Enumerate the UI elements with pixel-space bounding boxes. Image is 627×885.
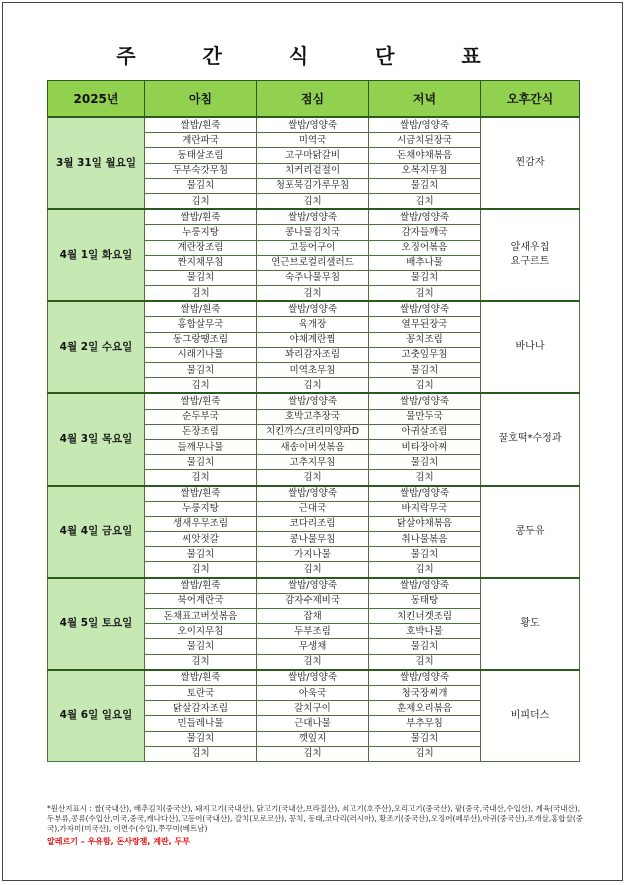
dinner-item: 돈채야채볶음: [369, 148, 481, 163]
lunch-item: 무생채: [257, 639, 369, 654]
breakfast-item: 계란장조림: [145, 240, 257, 255]
day-label: 4월 3일 목요일: [48, 393, 145, 485]
header-breakfast: 아침: [145, 81, 257, 118]
header-dinner: 저녁: [369, 81, 481, 118]
lunch-item: 육개장: [257, 317, 369, 332]
dinner-item: 김치: [369, 193, 481, 209]
breakfast-item: 토란국: [145, 685, 257, 700]
dinner-item: 물김치: [369, 363, 481, 378]
lunch-item: 숙주나물무침: [257, 270, 369, 285]
dinner-item: 물김치: [369, 639, 481, 654]
day-label: 3월 31일 월요일: [48, 117, 145, 209]
lunch-item: 아욱국: [257, 685, 369, 700]
day-label: 4월 4일 금요일: [48, 486, 145, 578]
snack-item: 알새우칩: [510, 242, 550, 254]
breakfast-item: 북어계란국: [145, 593, 257, 608]
lunch-item: 쌀밥/영양죽: [257, 209, 369, 225]
snack-cell: [481, 670, 580, 762]
lunch-item: 쌀밥/영양죽: [257, 117, 369, 133]
lunch-item: 김치: [257, 378, 369, 394]
breakfast-item: 김치: [145, 746, 257, 761]
dinner-item: 비타장아찌: [369, 439, 481, 454]
lunch-item: 꽈리감자조림: [257, 347, 369, 362]
dinner-item: 청국장찌개: [369, 685, 481, 700]
lunch-item: 고구마닭갈비: [257, 148, 369, 163]
breakfast-item: 생새우무조림: [145, 516, 257, 531]
breakfast-item: 두부숙갓무침: [145, 163, 257, 178]
breakfast-item: 순두부국: [145, 409, 257, 424]
lunch-item: 김치: [257, 654, 369, 670]
dinner-item: 닭살야채볶음: [369, 516, 481, 531]
breakfast-item: 쌀밥/흰죽: [145, 670, 257, 686]
dinner-item: 쌀밥/영양죽: [369, 393, 481, 409]
dinner-item: 쌀밥/영양죽: [369, 209, 481, 225]
breakfast-item: 짠지채무침: [145, 255, 257, 270]
lunch-item: 코다리조림: [257, 516, 369, 531]
dinner-item: 아귀살조림: [369, 424, 481, 439]
lunch-item: 미역국: [257, 133, 369, 148]
breakfast-item: 김치: [145, 193, 257, 209]
snack-cell: [481, 486, 580, 578]
snack-item: 바나나: [515, 341, 545, 353]
menu-table: [47, 80, 580, 762]
breakfast-item: 쌀밥/흰죽: [145, 301, 257, 317]
table-row: [48, 301, 580, 317]
dinner-item: 치킨너겟조림: [369, 609, 481, 624]
lunch-item: 두부조림: [257, 624, 369, 639]
dinner-item: 배추나물: [369, 255, 481, 270]
lunch-item: 고추지무침: [257, 455, 369, 470]
breakfast-item: 동그랑땡조림: [145, 332, 257, 347]
dinner-item: 물김치: [369, 547, 481, 562]
lunch-item: 김치: [257, 193, 369, 209]
dinner-item: 김치: [369, 470, 481, 486]
lunch-item: 근대나물: [257, 716, 369, 731]
breakfast-item: 쌀밥/흰죽: [145, 578, 257, 594]
header-snack: 오후간식: [481, 81, 580, 118]
table-row: [48, 578, 580, 594]
lunch-item: 쌀밥/영양죽: [257, 670, 369, 686]
lunch-item: 근대국: [257, 501, 369, 516]
breakfast-item: 쌀밥/흰죽: [145, 393, 257, 409]
breakfast-item: 김치: [145, 378, 257, 394]
day-label: 4월 6일 일요일: [48, 670, 145, 762]
dinner-item: 꽁치조림: [369, 332, 481, 347]
lunch-item: 가지나물: [257, 547, 369, 562]
snack-item: 비피더스: [510, 709, 550, 721]
table-row: [48, 209, 580, 225]
page-title: 주 간 식 단 표: [116, 44, 511, 68]
dinner-item: 물김치: [369, 270, 481, 285]
dinner-item: 쌀밥/영양죽: [369, 117, 481, 133]
breakfast-item: 시래기나물: [145, 347, 257, 362]
breakfast-item: 오이지무침: [145, 624, 257, 639]
allergy-notice: 알레르기 – 우유함, 돈사랑잼, 계란, 두부: [47, 837, 190, 846]
snack-cell: [481, 301, 580, 393]
dinner-item: 김치: [369, 654, 481, 670]
breakfast-item: 누룽지탕: [145, 225, 257, 240]
snack-cell: [481, 117, 580, 209]
dinner-item: 쌀밥/영양죽: [369, 301, 481, 317]
lunch-item: 콩나물무침: [257, 532, 369, 547]
dinner-item: 물김치: [369, 731, 481, 746]
snack-item: 황도: [520, 617, 540, 629]
breakfast-item: 물김치: [145, 270, 257, 285]
lunch-item: 콩나물김치국: [257, 225, 369, 240]
lunch-item: 쌀밥/영양죽: [257, 393, 369, 409]
breakfast-item: 김치: [145, 562, 257, 578]
lunch-item: 쌀밥/영양죽: [257, 578, 369, 594]
header-row: [48, 81, 580, 118]
lunch-item: 김치: [257, 470, 369, 486]
breakfast-item: 물김치: [145, 178, 257, 193]
dinner-item: 물김치: [369, 455, 481, 470]
dinner-item: 쌀밥/영양죽: [369, 578, 481, 594]
breakfast-item: 김치: [145, 654, 257, 670]
snack-item: 찐감자: [515, 157, 545, 169]
lunch-item: 감자수제비국: [257, 593, 369, 608]
breakfast-item: 민들레나물: [145, 716, 257, 731]
dinner-item: 호박나물: [369, 624, 481, 639]
lunch-item: 고등어구이: [257, 240, 369, 255]
header-lunch: 점심: [257, 81, 369, 118]
lunch-item: 새송이버섯볶음: [257, 439, 369, 454]
lunch-item: 갈치구이: [257, 701, 369, 716]
dinner-item: 오복지무침: [369, 163, 481, 178]
lunch-item: 잡채: [257, 609, 369, 624]
dinner-item: 취나물볶음: [369, 532, 481, 547]
table-row: [48, 486, 580, 502]
lunch-item: 치킨까스/크리미양파D: [257, 424, 369, 439]
snack-cell: [481, 393, 580, 485]
dinner-item: 김치: [369, 286, 481, 302]
breakfast-item: 동태살조림: [145, 148, 257, 163]
dinner-item: 김치: [369, 746, 481, 761]
breakfast-item: 돈채표고버섯볶음: [145, 609, 257, 624]
day-label: 4월 1일 화요일: [48, 209, 145, 301]
breakfast-item: 물김치: [145, 639, 257, 654]
header-year: 2025년: [48, 81, 145, 118]
dinner-item: 감자들깨국: [369, 225, 481, 240]
lunch-item: 호박고추장국: [257, 409, 369, 424]
table-row: [48, 393, 580, 409]
lunch-item: 김치: [257, 286, 369, 302]
dinner-item: 동태탕: [369, 593, 481, 608]
breakfast-item: 들깨무나물: [145, 439, 257, 454]
snack-item: 꿀호떡*수정과: [498, 433, 562, 445]
breakfast-item: 쌀밥/흰죽: [145, 209, 257, 225]
breakfast-item: 김치: [145, 286, 257, 302]
lunch-item: 미역초무침: [257, 363, 369, 378]
lunch-item: 김치: [257, 746, 369, 761]
origin-notes: *원산지표시 : 쌀(국내산), 배추김치(중국산), 돼지고기(국내산), 닭고기(국내산,브라질산), 쇠고기(호주산),오리고기(중국산), 팥(중국,국내산,수입산), 계육(국내산),두부류,콩류(수입산,미국,중국,캐나다산),고등어(국내산), 갈치(모로코산), 꽁치, 동태,코다리(러시아), 황조기(중국산),오징어(페루산),아귀(중국산),조개살,홍합살(중국),가자미(미국산), 이면수(수입),쭈꾸미(베트남): [47, 804, 583, 833]
dinner-item: 훈제오리볶음: [369, 701, 481, 716]
lunch-item: 쌀밥/영양죽: [257, 301, 369, 317]
snack-item: 요구르트: [510, 256, 550, 268]
lunch-item: 치커리겉절이: [257, 163, 369, 178]
lunch-item: 김치: [257, 562, 369, 578]
dinner-item: 고춧잎무침: [369, 347, 481, 362]
dinner-item: 부추무침: [369, 716, 481, 731]
breakfast-item: 닭살감자조림: [145, 701, 257, 716]
dinner-item: 김치: [369, 378, 481, 394]
dinner-item: 물만두국: [369, 409, 481, 424]
snack-item: 콩두유: [515, 525, 545, 537]
breakfast-item: 쌀밥/흰죽: [145, 486, 257, 502]
breakfast-item: 홍합살무국: [145, 317, 257, 332]
breakfast-item: 물김치: [145, 731, 257, 746]
breakfast-item: 쌀밥/흰죽: [145, 117, 257, 133]
dinner-item: 열무된장국: [369, 317, 481, 332]
breakfast-item: 돈장조림: [145, 424, 257, 439]
lunch-item: 쌀밥/영양죽: [257, 486, 369, 502]
breakfast-item: 계란파국: [145, 133, 257, 148]
dinner-item: 물김치: [369, 178, 481, 193]
breakfast-item: 물김치: [145, 363, 257, 378]
dinner-item: 김치: [369, 562, 481, 578]
snack-cell: [481, 209, 580, 301]
lunch-item: 깻잎지: [257, 731, 369, 746]
breakfast-item: 김치: [145, 470, 257, 486]
breakfast-item: 물김치: [145, 547, 257, 562]
dinner-item: 쌀밥/영양죽: [369, 670, 481, 686]
breakfast-item: 물김치: [145, 455, 257, 470]
dinner-item: 오징어볶음: [369, 240, 481, 255]
table-row: [48, 670, 580, 686]
lunch-item: 연근브로컬리샐러드: [257, 255, 369, 270]
day-label: 4월 5일 토요일: [48, 578, 145, 670]
day-label: 4월 2일 수요일: [48, 301, 145, 393]
snack-cell: [481, 578, 580, 670]
dinner-item: 쌀밥/영양죽: [369, 486, 481, 502]
lunch-item: 야채계란찜: [257, 332, 369, 347]
dinner-item: 바지락무국: [369, 501, 481, 516]
dinner-item: 시금치된장국: [369, 133, 481, 148]
table-row: [48, 117, 580, 133]
breakfast-item: 누룽지탕: [145, 501, 257, 516]
breakfast-item: 씨앗젓갈: [145, 532, 257, 547]
lunch-item: 청포묵김가루무침: [257, 178, 369, 193]
